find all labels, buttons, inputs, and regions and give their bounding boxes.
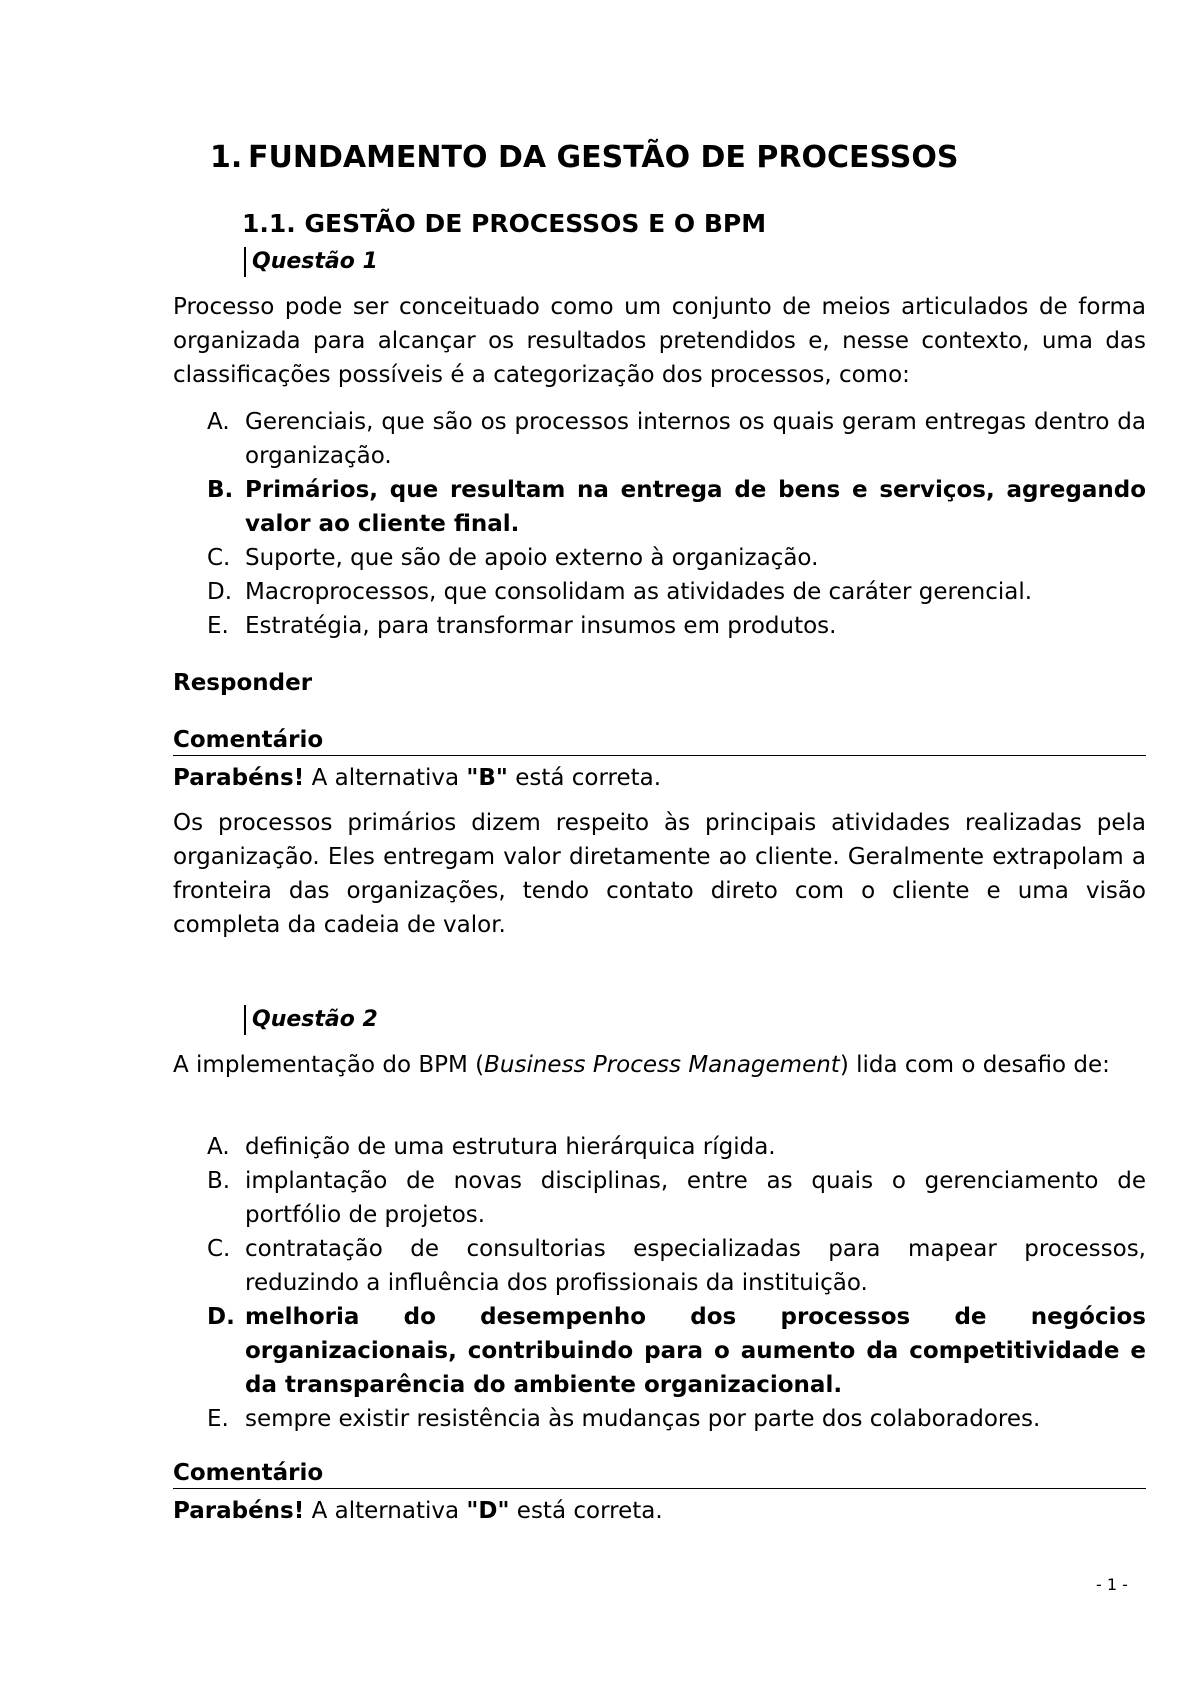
option-text: sempre existir resistência às mudanças por parte dos colaboradores. (245, 1406, 1041, 1432)
option-e[interactable] (207, 1402, 1146, 1436)
option-letter: D. (207, 1304, 235, 1330)
option-letter: D. (207, 579, 233, 605)
option-text: melhoria do desempenho dos processos de negócios organizacionais, contribuindo para o aumento da competitividade e da transparência do ambiente organizacional. (245, 1304, 1146, 1398)
section-heading: 1.1. GESTÃO DE PROCESSOS E O BPM (242, 209, 767, 238)
question-1-options (207, 405, 1146, 643)
option-b-correct[interactable] (207, 473, 1146, 541)
statement-pre: A implementação do BPM ( (173, 1052, 485, 1078)
option-a[interactable] (207, 1130, 1146, 1164)
option-a[interactable] (207, 405, 1146, 473)
respond-link[interactable]: Responder (173, 670, 313, 696)
question-2-options (207, 1130, 1146, 1436)
option-text: Suporte, que são de apoio externo à organização. (245, 545, 819, 571)
option-text: Macroprocessos, que consolidam as atividades de caráter gerencial. (245, 579, 1033, 605)
result-prefix: A alternativa (311, 765, 460, 791)
option-letter: A. (207, 409, 230, 435)
question-1-label: Questão 1 (244, 247, 378, 277)
option-letter: A. (207, 1134, 230, 1160)
option-c[interactable] (207, 1232, 1146, 1300)
question-1-result (173, 765, 661, 791)
option-letter: E. (207, 613, 229, 639)
option-d[interactable] (207, 575, 1146, 609)
option-text: Estratégia, para transformar insumos em produtos. (245, 613, 837, 639)
option-letter: C. (207, 1236, 231, 1262)
question-1-explanation: Os processos primários dizem respeito às principais atividades realizadas pela organização. Eles entregam valor diretamente ao cliente. Geralmente extrapolam a fronteira das organizações, tendo contato direto com o cliente e uma visão completa da cadeia de valor. (173, 810, 1146, 938)
chapter-heading (210, 140, 958, 175)
result-prefix: A alternativa (311, 1498, 460, 1524)
chapter-number: 1. (210, 140, 243, 175)
question-1-statement: Processo pode ser conceituado como um conjunto de meios articulados de forma organizada para alcançar os resultados pretendidos e, nesse contexto, uma das classificações possíveis é a categorização dos processos, como: (173, 294, 1146, 388)
question-2-comment-heading: Comentário (173, 1458, 1146, 1489)
option-letter: E. (207, 1406, 229, 1432)
chapter-title: FUNDAMENTO DA GESTÃO DE PROCESSOS (248, 140, 959, 175)
question-2-result (173, 1498, 663, 1524)
statement-italic: Business Process Management (484, 1052, 840, 1078)
page-number: - 1 - (1096, 1575, 1128, 1594)
option-b[interactable] (207, 1164, 1146, 1232)
option-c[interactable] (207, 541, 1146, 575)
option-text: Primários, que resultam na entrega de bens e serviços, agregando valor ao cliente final. (245, 477, 1146, 537)
congrats-word: Parabéns! (173, 765, 305, 791)
question-1-comment-heading: Comentário (173, 725, 1146, 756)
option-text: implantação de novas disciplinas, entre as quais o gerenciamento de portfólio de projetos. (245, 1168, 1146, 1228)
option-text: Gerenciais, que são os processos internos os quais geram entregas dentro da organização. (245, 409, 1146, 469)
option-e[interactable] (207, 609, 1146, 643)
question-2-statement (173, 1048, 1146, 1082)
question-2-label: Questão 2 (244, 1005, 378, 1035)
result-suffix: está correta. (515, 765, 662, 791)
option-letter: C. (207, 545, 231, 571)
result-answer: "B" (466, 765, 508, 791)
option-letter: B. (207, 477, 234, 503)
congrats-word: Parabéns! (173, 1498, 305, 1524)
option-text: contratação de consultorias especializadas para mapear processos, reduzindo a influência dos profissionais da instituição. (245, 1236, 1146, 1296)
option-d-correct[interactable] (207, 1300, 1146, 1402)
option-text: definição de uma estrutura hierárquica rígida. (245, 1134, 776, 1160)
result-answer: "D" (466, 1498, 510, 1524)
option-letter: B. (207, 1168, 231, 1194)
statement-post: ) lida com o desafio de: (839, 1052, 1110, 1078)
result-suffix: está correta. (516, 1498, 663, 1524)
